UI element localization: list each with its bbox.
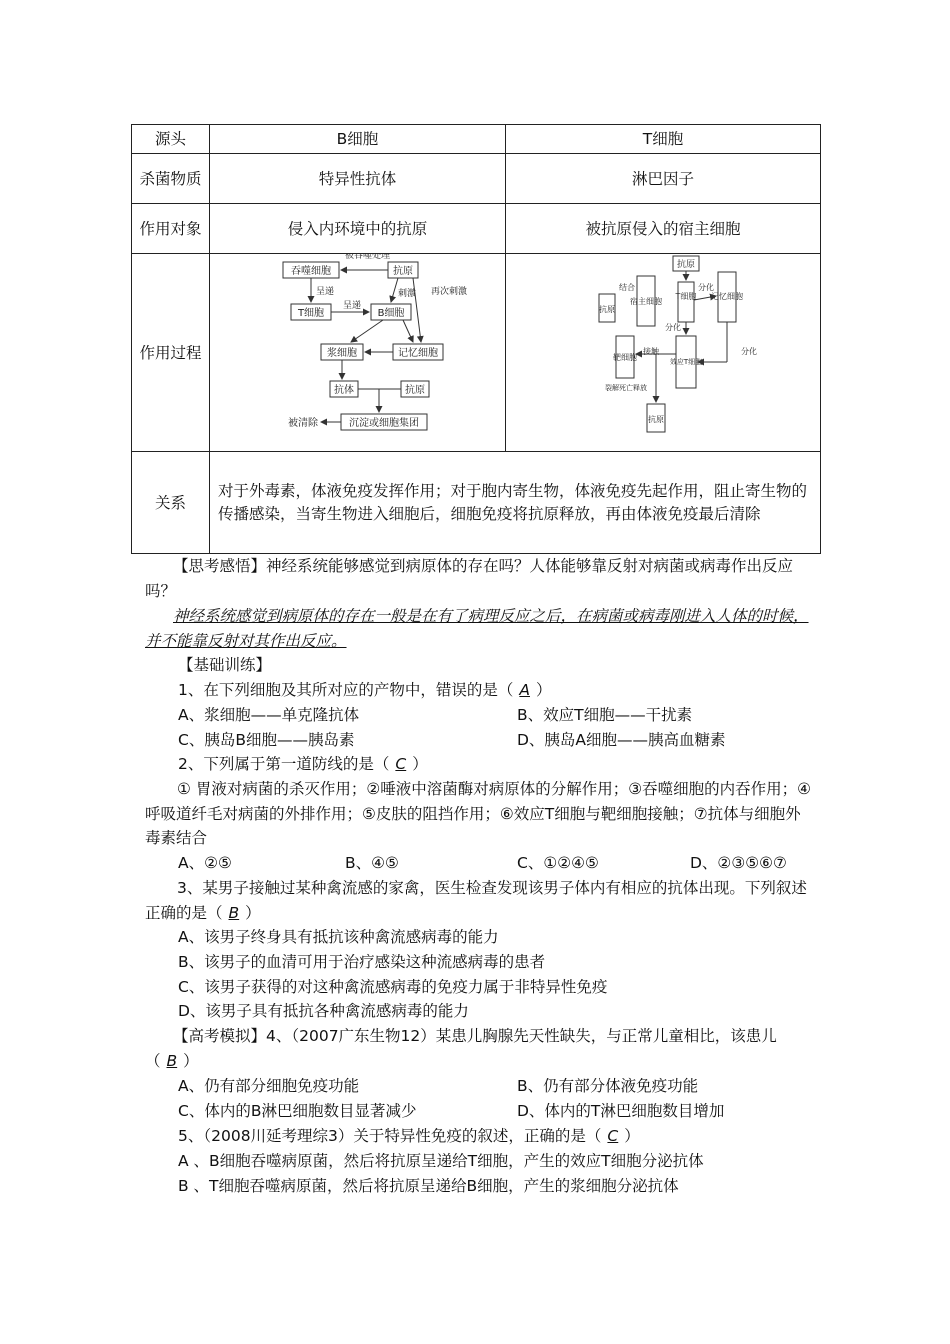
row-label-substance: 杀菌物质 <box>132 154 210 204</box>
q3-option-d: D、该男子具有抵抗各种禽流感病毒的能力 <box>178 1002 469 1020</box>
basic-training-title: 【基础训练】 <box>178 656 272 674</box>
label-present1: 呈递 <box>315 287 334 297</box>
label-restim: 再次刺激 <box>430 287 467 297</box>
q4-option-b: B、仍有部分体液免疫功能 <box>517 1077 699 1095</box>
cell-b-substance: 特异性抗体 <box>210 154 506 204</box>
q1-option-c: C、胰岛B细胞——胰岛素 <box>178 731 355 749</box>
q5-stem: 5、（2008川延考理综3）关于特异性免疫的叙述，正确的是（ C ） <box>178 1127 640 1145</box>
q1-stem: 1、在下列细胞及其所对应的产物中，错误的是（ A ） <box>178 681 552 699</box>
reflection-title: 【思考感悟】神经系统能够感觉到病原体的存在吗？人体能够靠反射对病菌或病毒作出反应吗？ <box>145 557 794 600</box>
q4-stem: 【高考模拟】4、（2007广东生物12）某患儿胸腺先天性缺失，与正常儿童相比，该患儿（ B ） <box>145 1027 777 1070</box>
q1-option-b: B、效应T细胞——干扰素 <box>517 706 693 724</box>
q4-option-d: D、体内的T淋巴细胞数目增加 <box>517 1102 725 1120</box>
q2-option-c: C、①②④⑤ <box>517 854 599 872</box>
q4-option-a: A、仍有部分细胞免疫功能 <box>178 1077 360 1095</box>
cell-t-target: 被抗原侵入的宿主细胞 <box>506 204 821 254</box>
label-phago-process: 被吞噬处理 <box>344 254 390 261</box>
reflection-answer: 神经系统感觉到病原体的存在一般是在有了病理反应之后，在病菌或病毒刚进入人体的时候，并不能靠反射对其作出反应。 <box>145 607 809 650</box>
t-label-diff1: 分化 <box>698 283 714 292</box>
q1-answer: A <box>519 681 530 699</box>
t-node-antigen-bottom: 抗原 <box>648 415 664 424</box>
cell-t-process <box>506 254 821 452</box>
node-t-cell: T细胞 <box>297 308 324 319</box>
t-node-antigen-top: 抗原 <box>676 260 696 270</box>
node-plasma: 浆细胞 <box>326 348 357 359</box>
q1-option-d: D、胰岛A细胞——胰高血糖素 <box>517 731 726 749</box>
q2-body: ① 胃液对病菌的杀灭作用；②唾液中溶菌酶对病原体的分解作用；③吞噬细胞的内吞作用；④呼吸道纤毛对病菌的外排作用；⑤皮肤的阻挡作用；⑥效应T细胞与靶细胞接触；⑦抗体与细胞外毒素结合 <box>145 780 812 847</box>
node-antigen2: 抗原 <box>404 385 425 396</box>
q5-answer: C <box>607 1127 619 1145</box>
q2-stem: 2、下列属于第一道防线的是（ C ） <box>178 755 428 773</box>
cell-b-process <box>210 254 506 452</box>
q3-option-c: C、该男子获得的对这种禽流感病毒的免疫力属于非特异性免疫 <box>178 978 608 996</box>
t-label-contact: 接触 <box>643 347 659 356</box>
row-label-relation: 关系 <box>132 452 210 554</box>
q2-option-a: A、②⑤ <box>178 854 232 872</box>
node-antigen: 抗原 <box>392 266 413 277</box>
row-label-target: 作用对象 <box>132 204 210 254</box>
q1-option-a: A、浆细胞——单克隆抗体 <box>178 706 360 724</box>
q3-answer: B <box>228 903 240 922</box>
q4-option-c: C、体内的B淋巴细胞数目显著减少 <box>178 1102 417 1120</box>
t-label-diff3: 分化 <box>741 347 757 356</box>
header-source: 源头 <box>132 125 210 154</box>
q5-option-b: B 、T细胞吞噬病原菌，然后将抗原呈递给B细胞，产生的浆细胞分泌抗体 <box>178 1177 679 1195</box>
q3-stem: 3、某男子接触过某种禽流感的家禽，医生检查发现该男子体内有相应的抗体出现。下列叙述正确的是（ B ） <box>145 879 807 922</box>
node-phagocyte: 吞噬细胞 <box>290 266 331 277</box>
header-b-cell: B细胞 <box>210 125 506 154</box>
q3-option-b: B、该男子的血清可用于治疗感染这种流感病毒的患者 <box>178 953 546 971</box>
humoral-immunity-diagram <box>213 254 503 444</box>
label-present2: 呈递 <box>342 301 361 311</box>
q3-option-a: A、该男子终身具有抵抗该种禽流感病毒的能力 <box>178 928 499 946</box>
cellular-immunity-diagram <box>513 254 813 444</box>
t-label-diff2: 分化 <box>665 323 681 332</box>
t-node-effector: 效应T细胞 <box>669 358 703 366</box>
comparison-table <box>131 124 821 554</box>
label-cleared: 被清除 <box>287 418 318 429</box>
q5-option-a: A 、B细胞吞噬病原菌，然后将抗原呈递给T细胞，产生的效应T细胞分泌抗体 <box>178 1152 704 1170</box>
node-precipitate: 沉淀或细胞集团 <box>348 418 419 429</box>
q2-answer: C <box>395 755 407 773</box>
label-stim: 刺激 <box>397 289 416 299</box>
cell-b-target: 侵入内环境中的抗原 <box>210 204 506 254</box>
t-label-lysis: 裂解死亡释放 <box>605 384 647 392</box>
t-label-bind: 结合 <box>619 283 635 292</box>
t-node-memory: 记忆细胞 <box>711 292 743 301</box>
row-label-process: 作用过程 <box>132 254 210 452</box>
t-node-host: 宿主细胞 <box>630 297 662 306</box>
node-memory: 记忆细胞 <box>397 348 438 359</box>
q4-answer: B <box>166 1051 178 1070</box>
t-node-antigen-left: 抗原 <box>599 305 615 314</box>
cell-relation-text: 对于外毒素，体液免疫发挥作用；对于胞内寄生物，体液免疫先起作用，阻止寄生物的传播感染，当寄生物进入细胞后，细胞免疫将抗原释放，再由体液免疫最后清除 <box>210 452 821 554</box>
header-t-cell: T细胞 <box>506 125 821 154</box>
t-node-target: 靶细胞 <box>613 353 637 362</box>
node-antibody: 抗体 <box>333 385 354 396</box>
q2-option-d: D、②③⑤⑥⑦ <box>690 854 787 872</box>
t-node-t-cell: T细胞 <box>675 292 697 301</box>
q2-option-b: B、④⑤ <box>345 854 399 872</box>
node-b-cell: B细胞 <box>377 308 404 319</box>
cell-t-substance: 淋巴因子 <box>506 154 821 204</box>
